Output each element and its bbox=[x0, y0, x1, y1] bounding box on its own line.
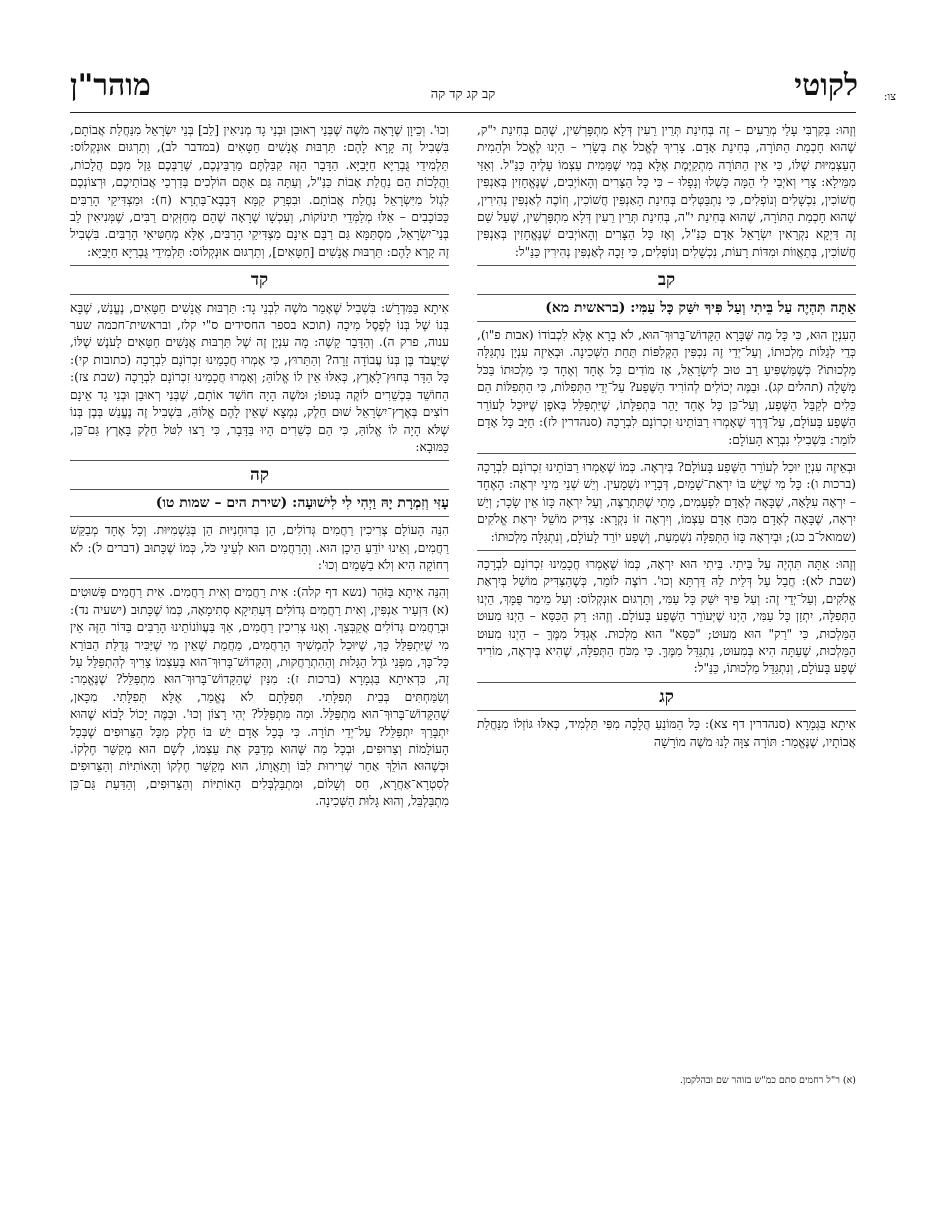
verse-title: עָזִּי וְזִמְרָת יָהּ וַיְהִי לִי לִישׁוּעָה: (שירת הים – שמות טו) bbox=[155, 494, 449, 511]
divider bbox=[70, 578, 449, 579]
divider bbox=[477, 321, 856, 322]
divider bbox=[477, 453, 856, 454]
divider bbox=[477, 294, 856, 295]
paragraph: וְהִנֵּה אִיתָא בַּזֹּהַר (נשא דף קלה): אִית רַחֲמִים וְאִית רַחֲמִים. אִית רַחֲמִים פְּשׁוּטִים (א) דִּזְעֵיר אַנְפִּין, וְאִית רַחֲמִים גְּדוֹלִים דְּעַתִּיקָא סְתִימָאָה, כְּמוֹ שֶׁכָּתוּב (ישעיה נד): וּבְרַחֲמִים גְּדוֹלִים אֲקַבְּצֵךְ. וְאָנוּ צְרִיכִין רַחֲמִים, אַךְ בַּעֲווֹנוֹתֵינוּ הָרַבִּים בַּדּוֹר הַזֶּה אֵין מִי שֶׁיִּתְפַּלֵּל כָּךְ, שֶׁיּוּכַל לְהַמְשִׁיךְ הָרַחֲמִים, מֵחֲמַת שֶׁאֵין מִי שֶׁיַּכִּיר גְּדֻלַּת הַבּוֹרֵא כָּל־כָּךְ, מִפְּנֵי גֹּדֶל הַגָּלוּת וְהַהִתְרַחֲקוּת, וְהַקָּדוֹשׁ־בָּרוּךְ־הוּא בְּעַצְמוֹ צָרִיךְ לְהִתְפַּלֵּל עַל זֶה, כִּדְאִיתָא בַּגְּמָרָא (ברכות ז): מִנַּיִן שֶׁהַקָּדוֹשׁ־בָּרוּךְ־הוּא מִתְפַּלֵּל? שֶׁנֶּאֱמַר: וְשִׂמַּחְתִּים בְּבֵית תְּפִלָּתִי. תְּפִלָּתָם לֹא נֶאֱמַר, אֶלָּא תְּפִלָּתִי. מִכָּאן, שֶׁהַקָּדוֹשׁ־בָּרוּךְ־הוּא מִתְפַּלֵּל. וּמַה מִּתְפַּלֵּל? יְהִי רָצוֹן וְכוּ'. וּבַמֶּה יָכוֹל לָבוֹא שֶׁהוּא יִתְבָּרַךְ יִתְפַּלֵּל? עַל־יְדֵי תוֹרָה. כִּי בְּכָל אָדָם יֵשׁ בּוֹ חֵלֶק מִכָּל הַצֵּרוּפִים שֶׁבְּכָל הָעוֹלָמוֹת וְצֵרוּפִים, וּבְכָל מַה שֶּׁהוּא מְדַבֵּק אֶת עַצְמוֹ, לְשָׁם הוּא מְקַשֵּׁר חֶלְקוֹ. וּכְשֶׁהוּא הוֹלֵךְ אַחַר שְׁרִירוּת לִבּוֹ וְתַאֲוָתוֹ, הוּא מְקַשֵּׁר חֶלְקוֹ וְהָאוֹתִיּוֹת וְהַצֵּרוּפִים לְסִטְרָא־אַחֲרָא, חַס וְשָׁלוֹם, וּמִתְבַּלְבְּלִים הָאוֹתִיּוֹת וְהַצֵּרוּפִים, וְהַדַּעַת גַּם־כֵּן מִתְבַּלְבֵּל, וְהוּא גָּלוּת הַשְּׁכִינָה. bbox=[70, 585, 449, 809]
left-column bbox=[70, 122, 449, 1062]
divider bbox=[70, 489, 449, 490]
section-range: קב קג קד קה bbox=[430, 87, 496, 102]
divider bbox=[477, 550, 856, 551]
paragraph: הִנֵּה הָעוֹלָם צְרִיכִין רַחֲמִים גְּדוֹלִים, הֵן בְּרוּחָנִיּוּת הֵן בְּגַשְׁמִיּוּת. וְכָל אֶחָד מְבַקֵּשׁ רַחֲמִים, וְאֵינוּ יוֹדֵעַ הֵיכָן הוּא. וְהָרַחֲמִים הוּא לְעֵינֵי כֹּל, כְּמוֹ שֶׁכָּתוּב (דברים ל): לֹא רְחוֹקָה הִיא וְלֹא בַשָּׁמַיִם וְכוּ': bbox=[70, 523, 449, 572]
paragraph: וְזֶהוּ: בְּקִרְבִּי עָלַי מְרֵעִים – זֶה בְּחִינַת תְּרֵין רֵעִין דְּלָא מִתְפָּרְשִׁין, שֶׁהֵם בְּחִינַת י"ק, שֶׁהוּא חָכְמַת הַתּוֹרָה, בְּחִינַת אָדָם. צָרִיךְ לֶאֱכֹל אֶת בְּשָׂרִי – הַיְנוּ לֶאֱכֹל וּלְהַמִית הָעַצְמִיּוּת שֶׁלּוֹ, כִּי אֵין הַתּוֹרָה מִתְקַיֶּמֶת אֶלָּא בְּמִי שֶׁמֵּמִית עַצְמוֹ עָלֶיהָ כַּנַּ"ל. וְאַזַּי מִמֵּילָא: צָרַי וְאֹיְבַי לִי הֵמָּה כָּשְׁלוּ וְנָפָלוּ – כִּי כָּל הַצָּרִים וְהָאוֹיְבִים, שֶׁנֶּאֱחָזִין בְּאַנְפִּין חֲשׁוֹכִין, נִכְשָׁלִים וְנוֹפְלִים, כִּי נִתְבַּטְּלִים בְּחִינַת הָאַנְפִּין חֲשׁוֹכִין, וְזוֹכֶה לְאַנְפִּין נְהִירִין, שֶׁהוּא חָכְמַת הַתּוֹרָה, שֶׁהוּא בְּחִינַת י"ה, בְּחִינַת תְּרֵין רֵעִין דְּלָא מִתְפָּרְשִׁין, שֶׁעַל שֵׁם זֶה דַּיְקָא נִקְרָאִין יִשְׂרָאֵל אָדָם כַּנַּ"ל, וְאָז כָּל הַצָּרִים וְהָאוֹיְבִים שֶׁנֶּאֱחָזִין בְּאַנְפִּין חֲשׁוֹכִין, בְּתַאֲווֹת וּמִדּוֹת רָעוֹת, נִכְשָׁלִים וְנוֹפְלִים, כִּי זָכָה לְאַנְפִּין נְהִירִין כַּנַּ"ל: bbox=[477, 123, 856, 259]
page-number: צו: bbox=[883, 90, 896, 103]
text-columns bbox=[70, 122, 856, 1062]
section-heading: קה bbox=[250, 465, 269, 486]
right-column bbox=[477, 122, 856, 1062]
paragraph: וְכוּ'. וְכֵיוָן שֶׁרָאָה מֹשֶׁה שֶׁבְּנֵי רְאוּבֵן וּבְנֵי גָד מְנִיאִין [לֵב] בְּנֵי יִשְׂרָאֵל מִנַּחֲלַת אֲבוֹתָם, בִּשְׁבִיל זֶה קָרָא לָהֶם: תַּרְבּוּת אֲנָשִׁים חַטָּאִים (במדבר לב), וְתַרְגּוּם אוּנְקְלוֹס: תַּלְמִידֵי גֻּבְרַיָּא חַיָּבַיָּא. הַדָּבָר הַזֶּה קִבַּלְתֶּם מֵרַבֵּינְכֶם, שֶׁרַבְּכֶם גֵּזֶל מִכֶּם הֲלָכוֹת, וַהֲלָכוֹת הֵם נַחֲלַת אָבוֹת כַּנַּ"ל, וְעַתָּה גַּם אַתֶּם הוֹלְכִים בְּדַרְכֵי אֲבוֹתֵיכֶם, וּרְצוֹנְכֶם לִגְזֹל מִיִּשְׂרָאֵל נַחֲלַת אֲבוֹתָם. וּבִפְרַק קַמָּא דְּבָבָא־בַּתְרָא (ח): וּמַצְדִּיקֵי הָרַבִּים כַּכּוֹכָבִים – אֵלּוּ מְלַמְּדֵי תִינוֹקוֹת, וְעַכְשָׁו שֶׁרָאָה שֶׁהֵם מְחַזְּקִים רַבִּים, שֶׁמְּנִיאִין לֵב בְּנֵי־יִשְׂרָאֵל, מִסְתַּמָּא גַּם רַבָּם אֵינָם מַצְדִּיקֵי הָרַבִּים, אֶלָּא מְחַטִּיאֵי הָרַבִּים. בִּשְׁבִיל זֶה קָרָא לָהֶם: תַּרְבּוּת אֲנָשִׁים [חַטָּאִים], וְתַרְגּוּם אוּנְקְלוֹס: תַּלְמִידֵי גֻּבְרַיָּא חַיָּבַיָּא: bbox=[70, 123, 449, 259]
divider bbox=[70, 265, 449, 266]
section-heading: קג bbox=[659, 686, 674, 707]
divider bbox=[70, 516, 449, 517]
book-title-right: לקוטי bbox=[794, 68, 858, 103]
divider bbox=[477, 682, 856, 683]
header-rule bbox=[70, 112, 856, 113]
paragraph: הָעִנְיָן הוּא, כִּי כָּל מַה שֶּׁבָּרָא הַקָּדוֹשׁ־בָּרוּךְ־הוּא, לֹא בָרָא אֶלָּא לִכְבוֹדוֹ (אבות פ"ו), כְּדֵי לְגַלּוֹת מַלְכוּתוֹ, וְעַל־יְדֵי זֶה נִכְפִּין הַקְּלִפּוֹת תַּחַת הַשְּׁכִינָה. וּבְאֵיזֶה עִנְיָן נִתְגַּלָּה מַלְכוּתוֹ? כְּשֶׁמַּשְׁפִּיעַ רַב טוּב לְיִשְׂרָאֵל, אָז מוֹדִים כָּל אֶחָד וְאֶחָד כִּי מַלְכוּתוֹ בַּכֹּל מָשָׁלָה (תהלים קג). וּבַמֶּה יְכוֹלִים לְהוֹרִיד הַשֶּׁפַע? עַל־יְדֵי הַתְּפִלּוֹת, כִּי הַתְּפִלּוֹת הֵם כֵּלִים לְקַבֵּל הַשֶּׁפַע, וְעַל־כֵּן כָּל אֶחָד יָהֵר בִּתְפִלָּתוֹ, שֶׁיִּתְפַּלֵּל בְּאֹפֶן שֶׁיּוּכַל לְעוֹרֵר הַשֶּׁפַע בָּעוֹלָם, עַל־דֶּרֶךְ שֶׁאָמְרוּ רַבּוֹתֵינוּ זִכְרוֹנָם לִבְרָכָה (סנהדרין לז): חַיָּב כָּל אָדָם לוֹמַר: בִּשְׁבִילִי נִבְרָא הָעוֹלָם: bbox=[477, 328, 856, 447]
divider bbox=[70, 294, 449, 295]
book-title-left: מוהר"ן bbox=[70, 68, 151, 103]
divider bbox=[477, 710, 856, 711]
divider bbox=[70, 460, 449, 461]
divider bbox=[477, 265, 856, 266]
verse-title: אַתָּה תִּהְיֶה עַל בֵּיתִי וְעַל פִּיךָ יִשַּׁק כָּל עַמִּי: (בראשית מא) bbox=[545, 299, 856, 316]
footnote: (א) ר"ל רחמים סתם כמ"ש בזוהר שם ובהלקמן. bbox=[679, 1075, 856, 1086]
page-header bbox=[50, 68, 896, 108]
section-heading: קד bbox=[250, 270, 269, 291]
paragraph: אִיתָא בַּמִּדְרָשׁ: בִּשְׁבִיל שֶׁאָמַר מֹשֶׁה לִבְנֵי גָד: תַּרְבּוּת אֲנָשִׁים חַטָּאִים, נֶעֱנַשׁ, שֶׁבָּא בְּנוֹ שֶׁל בְּנוֹ לְפֶסֶל מִיכָה (תוכא בספר החסידים ס"י קלז, ובראשית־חכמה שער ענוה, פרק ה). וְהַדָּבָר קָשֶׁה: מָה עִנְיָן זֶה שֶׁל תַּרְבּוּת אֲנָשִׁים חַטָּאִים לָעֹנֶשׁ שֶׁלּוֹ, שֶׁיַּעֲבֹד בֶּן בְּנוֹ עֲבוֹדָה זָרָה? וְהַתֵּרוּץ, כִּי אָמְרוּ חֲכָמֵינוּ זִכְרוֹנָם לִבְרָכָה (כתובות קי): כָּל הַדָּר בְּחוּץ־לָאָרֶץ, כְּאִלּוּ אֵין לוֹ אֱלוֹהַּ; וְאָמְרוּ חֲכָמֵינוּ זִכְרוֹנָם לִבְרָכָה (שבת צז): הַחוֹשֵׁד בִּכְשֵׁרִים לוֹקֶה בְּגוּפוֹ; וּמֹשֶׁה הָיָה חוֹשֵׁד אוֹתָם, שֶׁבְּנֵי רְאוּבֵן וּבְנֵי גָד אֵינָם רוֹצִים בְּאֶרֶץ־יִשְׂרָאֵל שׁוּם חֵלֶק, נִמְצָא שֶׁאֵין לָהֶם אֱלוֹהַּ, בִּשְׁבִיל זֶה נֶעֱנַשׁ בְּבֶן בְּנוֹ שֶׁלֹּא הָיָה לוֹ אֱלוֹהַּ, כִּי הֵם כְּשֵׁרִים הָיוּ בַּדָּבָר, כִּי רָצוּ לִטֹּל חֵלֶק בָּאָרֶץ גַּם־כֵּן, כַּמּוּבָא: bbox=[70, 300, 449, 454]
paragraph: וּבְאֵיזֶה עִנְיָן יוּכַל לְעוֹרֵר הַשֶּׁפַע בָּעוֹלָם? בְּיִרְאָה. כְּמוֹ שֶׁאָמְרוּ רַבּוֹתֵינוּ זִכְרוֹנָם לִבְרָכָה (ברכות ו): כָּל מִי שֶׁיֵּשׁ בּוֹ יִרְאַת־שָׁמַיִם, דְּבָרָיו נִשְׁמָעִין. וְיֵשׁ שְׁנֵי מִינֵי יִרְאָה: הָאֶחָד – יִרְאָה עִלָּאָה, שֶׁבָּאָה לְאָדָם לִפְעָמִים, מָתַי שֶׁתִּתְרַצֶּה, וְעַל יִרְאָה כָּזוֹ אֵין שָׂכָר; וְיֵשׁ יִרְאָה, שֶׁבָּאָה לְאָדָם מִכֹּחַ אָדָם עַצְמוֹ, וְיִרְאָה זוֹ נִקְרָא: צַדִּיק מוֹשֵׁל יִרְאַת אֱלֹקִים (שמואל־ב כג); וּבְיִרְאָה כָּזוֹ הַתְּפִלָּה נִשְׁמַעַת, וְשֶׁפַע יוֹרֵד לָעוֹלָם, וְנִתְגַּלָּה מַלְכוּתוֹ: bbox=[477, 459, 856, 544]
paragraph: וְזֶהוּ: אַתָּה תִּהְיֶה עַל בֵּיתִי. בֵּיתִי הוּא יִרְאָה, כְּמוֹ שֶׁאָמְרוּ חֲכָמֵינוּ זִכְרוֹנָם לִבְרָכָה (שבת לא): חֲבַל עַל דְּלֵית לֵהּ דַּרְתָּא וְכוּ'. רוֹצֶה לוֹמַר, כְּשֶׁהַצַּדִּיק מוֹשֵׁל בְּיִרְאַת אֱלֹקִים, וְעַל־יְדֵי זֶה: וְעַל פִּיךָ יִשַּׁק כָּל עַמִּי, וְתַרְגּוּם אוּנְקְלוֹס: וְעַל מֵימַר פֻּמָּךְ, הַיְנוּ הַתְּפִלָּה, יִתְזַן כָּל עַמִּי, הַיְנוּ שֶׁיְּעוֹרֵר הַשֶּׁפַע בָּעוֹלָם. וְזֶהוּ: רַק הַכִּסֵּא – הַיְנוּ מִעוּט הַמַּלְכוּת, כִּי "רַק" הוּא מִעוּט; "כִּסֵּא" הוּא מַלְכוּת. אֶגְדַּל מִמֶּךָּ – הַיְנוּ מִעוּט הַמַּלְכוּת, שֶׁעַתָּה הִיא בְּמִעוּט, נִתְגַּדֵּל מִמֶּךָּ. כִּי מִכֹּחַ הַתְּפִלָּה, שֶׁהִיא בְּיִרְאָה, מוֹרִיד שֶׁפַע בָּעוֹלָם, וְנִתְגַּדֵּל מַלְכוּתוֹ, כַּנַּ"ל: bbox=[477, 556, 856, 676]
section-heading: קב bbox=[657, 270, 676, 291]
paragraph: אִיתָא בַּגְּמָרָא (סנהדרין דף צא): כָּל הַמּוֹנֵעַ הֲלָכָה מִפִּי תַּלְמִיד, כְּאִלּוּ גּוֹזְלוֹ מִנַּחֲלַת אֲבוֹתָיו, שֶׁנֶּאֱמַר: תּוֹרָה צִוָּה לָנוּ מֹשֶׁה מוֹרָשָׁה bbox=[477, 717, 856, 749]
